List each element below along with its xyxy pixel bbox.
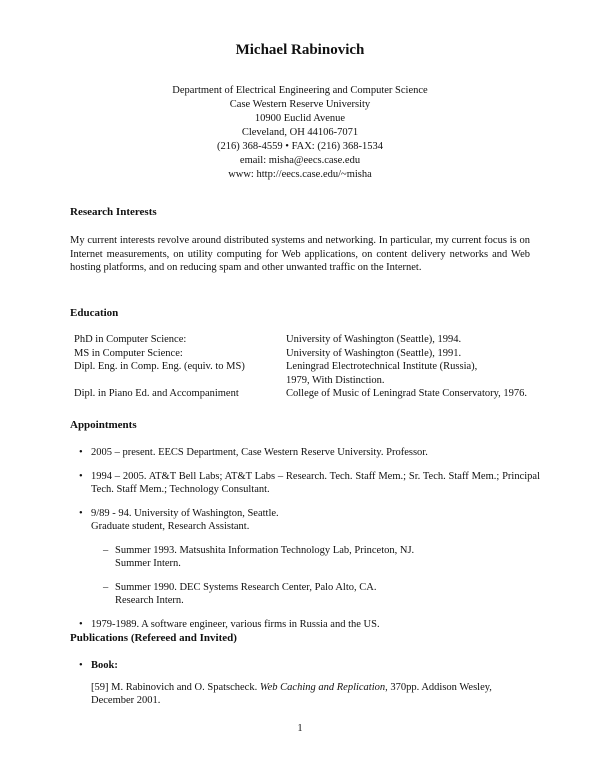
list-item: • 2005 – present. EECS Department, Case Western Reserve University. Professor. [79, 447, 428, 458]
author-name: Michael Rabinovich [235, 42, 365, 58]
bullet-icon: • [79, 660, 83, 671]
book-reference: [59] M. Rabinovich and O. Spatscheck. Web Caching and Replication, 370pp. Addison Wesley, December 2001. [91, 681, 492, 706]
bullet-icon: • [79, 470, 83, 482]
research-heading: Research Interests [70, 206, 157, 218]
dash-icon: – [103, 544, 109, 556]
education-table [74, 333, 527, 401]
university-line: Case Western Reserve University [229, 99, 371, 110]
list-item: • 1994 – 2005. AT&T Bell Labs; AT&T Labs – Research. Tech. Staff Mem.; Sr. Tech. Staff Mem.; Principal Tech. Staff Mem.; Technology Consultant. [79, 470, 540, 495]
appointments-heading: Appointments [70, 419, 137, 431]
bullet-icon: • [79, 618, 83, 630]
department-line: Department of Electrical Engineering and Computer Science [172, 85, 428, 96]
page-number: 1 [297, 723, 303, 734]
phone-fax-line: (216) 368-4559 • FAX: (216) 368-1534 [217, 141, 383, 152]
bullet-icon: • [79, 447, 83, 458]
publications-list [70, 659, 535, 708]
education-heading: Education [70, 307, 119, 319]
education-row [74, 387, 527, 401]
degree: MS in Computer Science: [74, 347, 183, 359]
research-text: My current interests revolve around distributed systems and networking. In particular, my current focus is on Internet measurements, on utility computing for Web applications, on content delivery networks and Web hosting platforms, and on reducing spam and other unwanted traffic on the Internet. [70, 235, 530, 273]
institution-extra: 1979, With Distinction. [286, 374, 385, 386]
email-line: email: misha@eecs.case.edu [239, 155, 361, 166]
degree: PhD in Computer Science: [74, 334, 187, 345]
degree: Dipl. Eng. in Comp. Eng. (equiv. to MS) [74, 361, 245, 372]
book-label: Book: [91, 660, 118, 671]
list-item [70, 659, 535, 708]
institution: University of Washington (Seattle), 1991. [286, 347, 462, 359]
education-row [74, 333, 527, 347]
street-line: 10900 Euclid Avenue [254, 113, 346, 124]
institution: University of Washington (Seattle), 1994. [286, 334, 462, 345]
degree: Dipl. in Piano Ed. and Accompaniment [74, 388, 239, 399]
list-item: • 9/89 - 94. University of Washington, Seattle. Graduate student, Research Assistant. – Summer 1993. Matsushita Information Technology Lab, Princeton, NJ. Summer Intern. – Summer 1990. DEC Systems Research Center, Palo Alto, CA. Research Intern. [70, 507, 540, 608]
institution: College of Music of Leningrad State Conservatory, 1976. [286, 388, 528, 399]
education-row [74, 347, 527, 361]
publications-heading: Publications (Refereed and Invited) [70, 632, 237, 644]
contact-block [0, 84, 600, 182]
appointments-list [70, 446, 540, 641]
education-row [74, 374, 527, 388]
book-title: Web Caching and Replication [259, 681, 386, 693]
bullet-icon: • [79, 507, 83, 519]
dash-icon: – [103, 581, 109, 593]
website-line: www: http://eecs.case.edu/~misha [228, 169, 372, 180]
city-line: Cleveland, OH 44106-7071 [241, 127, 359, 138]
list-item: • 1979-1989. A software engineer, various firms in Russia and the US. [79, 618, 380, 630]
list-subitem: – Summer 1990. DEC Systems Research Center, Palo Alto, CA. Research Intern. [103, 581, 377, 606]
education-row [74, 360, 527, 374]
list-subitem: – Summer 1993. Matsushita Information Technology Lab, Princeton, NJ. Summer Intern. [103, 544, 415, 569]
institution: Leningrad Electrotechnical Institute (Russia), [286, 361, 478, 372]
